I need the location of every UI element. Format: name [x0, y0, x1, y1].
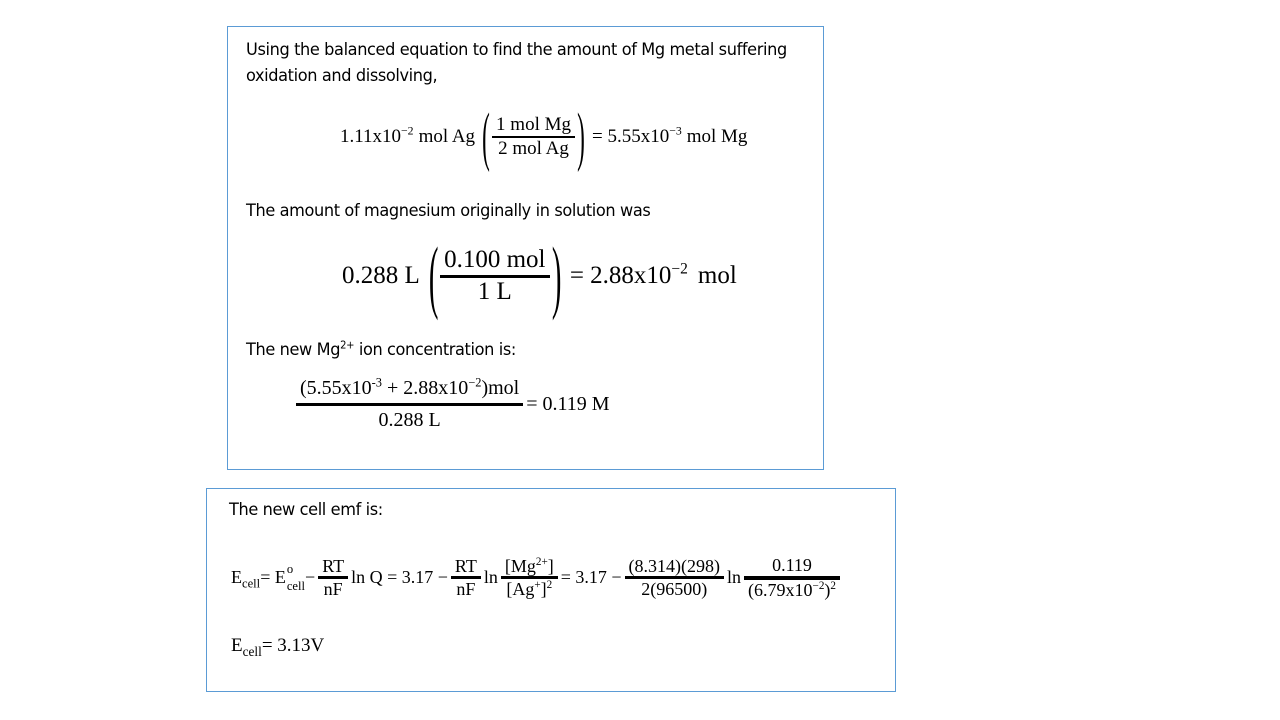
equation-mg-concentration: [296, 377, 610, 432]
paragraph-line-2: oxidation and dissolving,: [246, 66, 438, 86]
eq1-frac-denominator: 2 mol Ag: [498, 138, 569, 159]
eq2-frac-numerator: 0.100 mol: [444, 245, 546, 273]
eq1-lhs: $1.11x10^{-2}$: [340, 124, 414, 147]
eq2-lhs: 0.288 L: [342, 262, 420, 289]
eq2-rhs-unit: mol: [697, 262, 737, 289]
cell-emf-title: The new cell emf is:: [229, 500, 383, 520]
eq3-rhs: = 0.119 M: [526, 393, 610, 415]
eq1-rhs-unit: mol Mg: [686, 126, 748, 147]
eq4-e-standard: = E o cell: [260, 562, 306, 593]
equation-mg-moles: [340, 99, 747, 175]
eq1-frac-numerator: 1 mol Mg: [496, 114, 571, 136]
eq4-minus-1: −: [305, 567, 316, 588]
eq4-ln-2: ln: [727, 567, 742, 588]
eq1-rhs: = $5.55x10^{-3}$: [591, 124, 682, 147]
calculation-box-1: [227, 26, 824, 470]
eq4-mid: = 3.17 −: [560, 567, 622, 588]
eq4-e-cell: $E_{cell}$: [231, 567, 261, 591]
eq4-lnq: ln Q = 3.17 −: [351, 567, 448, 588]
eq2-paren-fraction: ( $\frac{\text{0.100 mol}}{1 L}$ ): [428, 230, 561, 321]
eq1-lhs-unit: mol Ag: [418, 126, 476, 147]
paragraph-line-1: Using the balanced equation to find the amount of Mg metal suffering: [246, 40, 787, 60]
result-value: = 3.13V: [261, 635, 325, 656]
eq3-denominator: 0.288 L: [378, 409, 441, 431]
eq2-frac-denominator: 1 L: [477, 277, 512, 305]
equation-nernst: [231, 555, 843, 600]
eq2-rhs: = $2.88x10^{-2}$: [569, 260, 688, 289]
eq4-reaction-quotient: $\frac{[Mg^{2+}]}{[Ag^+]^2}$: [501, 556, 558, 600]
eq4-rt-nf-2: $\frac{RT}{nF}$: [451, 556, 481, 600]
paragraph-magnesium-original: The amount of magnesium originally in solution was: [246, 201, 651, 221]
eq4-ln-1: ln: [483, 567, 498, 588]
eq4-numeric-coefficient: $\frac{(8.314)(298)}{2(96500)}$: [625, 556, 724, 600]
eq4-rt-nf-1: $\frac{RT}{nF}$: [318, 556, 348, 600]
paragraph-mg-ion-concentration: The new $Mg^{2+}$ ion concentration is:: [246, 339, 516, 360]
eq4-concentration-ratio: $\frac{0.119}{(6.79x10^{-2})^2}$: [744, 555, 840, 600]
eq3-numerator: $(5.55x10^{-3} + 2.88x10^{-2})mol$: [300, 375, 520, 399]
equation-cell-result: [231, 635, 324, 657]
eq1-paren-fraction: ( $\frac{\text{1 mol Mg}}{\text{2 mol Ag}}$ ): [482, 100, 585, 173]
calculation-box-2: [206, 488, 896, 692]
equation-mg-original: [342, 229, 737, 323]
result-e-cell: $E_{cell}$: [231, 635, 262, 659]
